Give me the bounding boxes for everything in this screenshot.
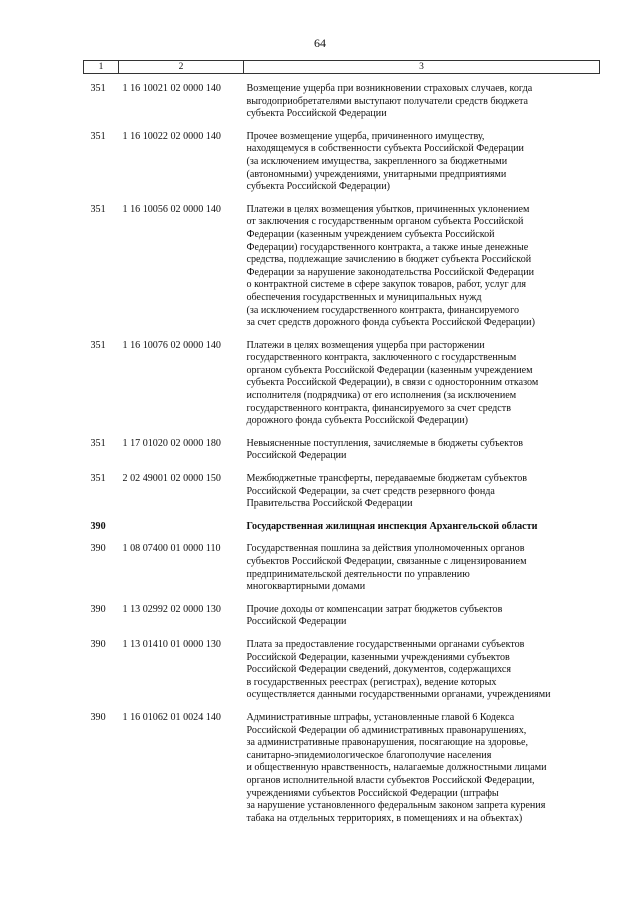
table-row xyxy=(84,463,600,511)
description-cell xyxy=(244,702,600,825)
revenue-code-cell: 1 16 10022 02 0000 140 xyxy=(122,130,221,142)
description-cell xyxy=(244,194,600,330)
description-line: Российской Федерации, за счет средств резервного фонда xyxy=(246,485,495,497)
revenue-code-cell: 1 16 10076 02 0000 140 xyxy=(122,339,221,351)
description-line: субъекта Российской Федерации) xyxy=(246,181,390,193)
description-line: Государственная пошлина за действия уполномоченных органов xyxy=(246,543,525,555)
description-line: Российской Федерации xyxy=(246,450,347,462)
description-cell xyxy=(244,463,600,511)
description-line: в государственных реестрах (регистрах), ведение которых xyxy=(246,676,497,688)
column-header-2: 2 xyxy=(119,61,244,74)
table-row xyxy=(84,629,600,702)
table-row xyxy=(84,511,600,534)
description-line: за административные правонарушения, посягающие на здоровье, xyxy=(246,737,529,749)
description-line: (за исключением государственного контракта, финансируемого xyxy=(246,304,520,316)
description-line: Федерации) государственного контракта, а также иные денежные xyxy=(246,241,529,253)
table-body xyxy=(84,74,600,826)
description-line: Прочие доходы от компенсации затрат бюджетов субъектов xyxy=(246,603,503,615)
description-line: учреждениями субъектов Российской Федерации (штрафы xyxy=(246,787,499,799)
table-row xyxy=(84,194,600,330)
description-line: субъектов Российской Федерации, связанные с лицензированием xyxy=(246,556,527,567)
revenue-code-cell: 1 16 10056 02 0000 140 xyxy=(122,203,221,215)
revenue-code-cell: 2 02 49001 02 0000 150 xyxy=(122,473,221,485)
table-row xyxy=(84,533,600,593)
table-row xyxy=(84,121,600,194)
description-line: предпринимательской деятельности по управлению xyxy=(246,568,470,580)
admin-code-cell: 351 xyxy=(90,339,106,351)
description-line: Возмещение ущерба при возникновении страховых случаев, когда xyxy=(246,83,533,94)
description-line: Российской Федерации xyxy=(246,616,347,628)
description-line: Федерации за нарушение законодательства Российской Федерации xyxy=(246,266,534,278)
description-line: и общественную нравственность, налагаемые должностными лицами xyxy=(246,762,547,774)
description-line: Плата за предоставление государственными органами субъектов xyxy=(246,638,525,650)
description-line: находящемуся в собственности субъекта Российской Федерации xyxy=(246,143,524,155)
page-number: 64 xyxy=(314,36,326,50)
description-cell xyxy=(244,629,600,702)
description-line: многоквартирными домами xyxy=(246,581,366,593)
description-line: (за исключением имущества, закрепленного за бюджетными xyxy=(246,155,508,167)
description-line: за нарушение установленного федеральным законом запрета курения xyxy=(246,800,546,812)
description-line: Платежи в целях возмещения убытков, причиненных уклонением xyxy=(246,203,530,215)
admin-code-cell: 390 xyxy=(90,711,106,723)
description-cell xyxy=(244,428,600,463)
description-cell xyxy=(244,594,600,629)
admin-code-cell: 351 xyxy=(90,473,106,485)
description-line: Невыясненные поступления, зачисляемые в бюджеты субъектов xyxy=(246,437,524,449)
description-line: выгодоприобретателями выступают получатели средств бюджета xyxy=(246,95,529,107)
description-line: Федерации (казенным учреждением субъекта Российской xyxy=(246,228,495,240)
description-line: Российской Федерации, казенными учреждениями субъектов xyxy=(246,651,510,663)
description-line: осуществляется данными государственными органами, учреждениями xyxy=(246,689,551,701)
description-line: санитарно-эпидемиологическое благополучие населения xyxy=(246,749,492,761)
description-line: Российской Федерации сведений, документов, содержащихся xyxy=(246,664,512,676)
revenue-code-cell xyxy=(119,511,244,534)
admin-code-cell: 390 xyxy=(90,543,106,555)
description-line: средства, подлежащие зачислению в бюджет субъекта Российской xyxy=(246,254,532,266)
admin-code-cell: 351 xyxy=(90,130,106,142)
description-line: о контрактной системе в сфере закупок товаров, работ, услуг для xyxy=(246,279,526,291)
column-header-1: 1 xyxy=(84,61,119,74)
admin-code-cell: 351 xyxy=(90,203,106,215)
description-line: Платежи в целях возмещения ущерба при расторжении xyxy=(246,339,485,351)
revenue-code-cell: 1 16 10021 02 0000 140 xyxy=(122,83,221,94)
description-line: субъекта Российской Федерации), в связи с односторонним отказом xyxy=(246,377,539,389)
description-line: Прочее возмещение ущерба, причиненного имуществу, xyxy=(246,130,485,142)
description-line: органов исполнительной власти субъектов Российской Федерации, xyxy=(246,774,535,786)
description-line: субъекта Российской Федерации xyxy=(246,108,387,120)
description-line: исполнителя (подрядчика) от его исполнения (за исключением xyxy=(246,390,517,402)
revenue-code-cell: 1 17 01020 02 0000 180 xyxy=(122,437,221,449)
description-line: Правительства Российской Федерации xyxy=(246,498,413,510)
description-line: дорожного фонда субъекта Российской Федерации) xyxy=(246,415,468,427)
admin-code-cell: 390 xyxy=(90,520,106,532)
revenue-classification-table xyxy=(83,60,600,825)
description-line: Межбюджетные трансферты, передаваемые бюджетам субъектов xyxy=(246,473,528,485)
description-line: за счет средств дорожного фонда субъекта Российской Федерации) xyxy=(246,317,535,329)
revenue-code-cell: 1 16 01062 01 0024 140 xyxy=(122,711,221,723)
description-cell xyxy=(244,511,600,534)
admin-code-cell: 390 xyxy=(90,638,106,650)
admin-code-cell: 390 xyxy=(90,603,106,615)
description-line: органом субъекта Российской Федерации (казенным учреждением xyxy=(246,364,533,376)
description-line: от заключения с государственным органом субъекта Российской xyxy=(246,216,524,228)
description-line: государственного контракта, финансируемого за счет средств xyxy=(246,402,511,414)
description-cell xyxy=(244,121,600,194)
admin-code-cell: 351 xyxy=(90,83,106,94)
table-row xyxy=(84,428,600,463)
revenue-code-cell: 1 08 07400 01 0000 110 xyxy=(122,543,221,555)
description-line: (автономными) учреждениями, унитарными предприятиями xyxy=(246,168,507,180)
table-row xyxy=(84,74,600,121)
revenue-code-cell: 1 13 01410 01 0000 130 xyxy=(122,638,221,650)
description-line: государственного контракта, заключенного с государственным xyxy=(246,352,517,364)
description-line: Административные штрафы, установленные главой 6 Кодекса xyxy=(246,711,515,723)
description-line: обеспечения государственных и муниципальных нужд xyxy=(246,291,482,303)
description-cell xyxy=(244,74,600,121)
column-header-3: 3 xyxy=(244,61,600,74)
description-cell xyxy=(244,533,600,593)
table-row xyxy=(84,594,600,629)
revenue-code-cell: 1 13 02992 02 0000 130 xyxy=(122,603,221,615)
description-line: Российской Федерации об административных правонарушениях, xyxy=(246,724,527,736)
description-cell xyxy=(244,330,600,428)
table-header-row xyxy=(84,61,600,74)
table-row xyxy=(84,702,600,825)
table-row xyxy=(84,330,600,428)
description-line: табака на отдельных территориях, в помещениях и на объектах) xyxy=(246,812,523,824)
admin-code-cell: 351 xyxy=(90,437,106,449)
description-line: Государственная жилищная инспекция Архангельской области xyxy=(246,520,538,532)
